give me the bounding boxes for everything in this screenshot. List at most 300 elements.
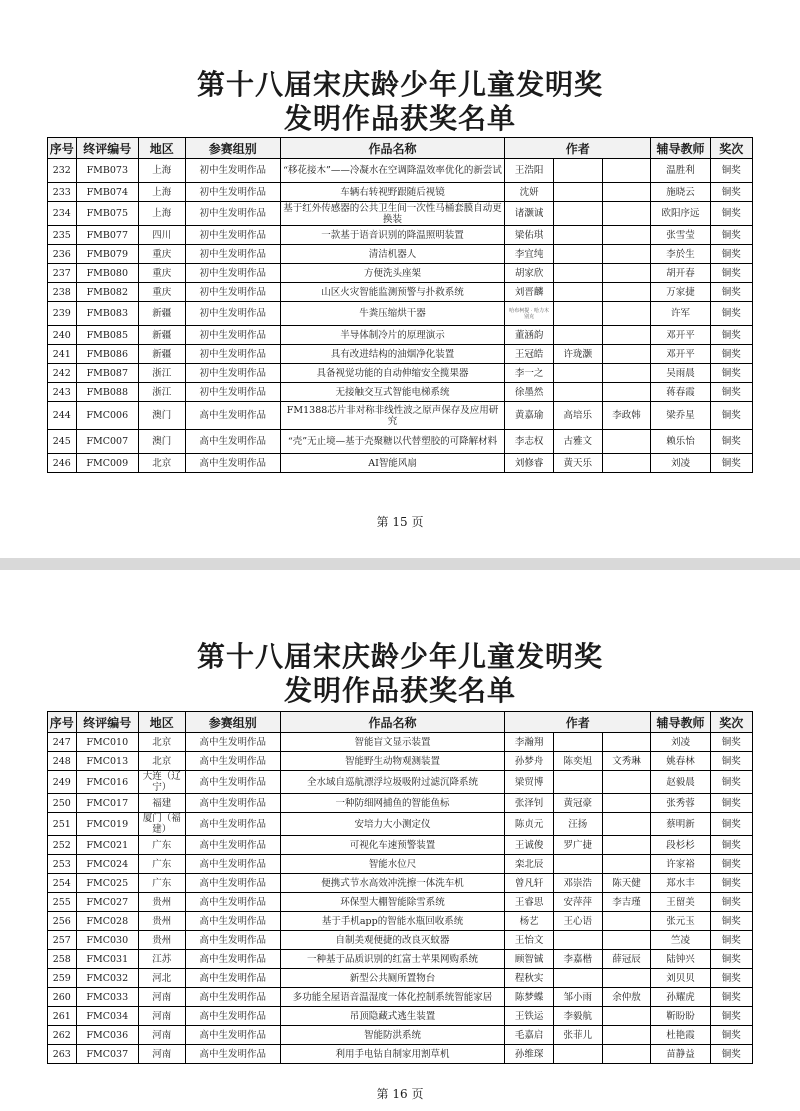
awards-table-page-16 — [47, 711, 753, 1064]
table-cell: 北京 — [139, 454, 186, 473]
table-row — [48, 183, 753, 202]
table-cell: 贵州 — [139, 893, 186, 912]
table-cell: FMC031 — [76, 950, 138, 969]
table-cell: FMB073 — [76, 159, 138, 183]
table-cell: 李志权 — [505, 430, 554, 454]
table-cell — [553, 302, 602, 326]
table-cell: 259 — [48, 969, 77, 988]
table-cell: 许家裕 — [651, 855, 710, 874]
table-cell: FMC032 — [76, 969, 138, 988]
table-cell: FMC007 — [76, 430, 138, 454]
table-cell: 高中生发明作品 — [185, 1007, 280, 1026]
table-cell — [602, 912, 651, 931]
table-cell: 重庆 — [139, 264, 186, 283]
column-header: 终评编号 — [76, 712, 138, 733]
table-cell: “壳”无止境—基于壳聚糖以代替塑胶的可降解材料 — [280, 430, 504, 454]
table-cell: FMC021 — [76, 836, 138, 855]
page-16-footer: 第 16 页 — [376, 1087, 424, 1101]
table-cell: 初中生发明作品 — [185, 245, 280, 264]
table-cell — [602, 1007, 651, 1026]
table-cell: 高中生发明作品 — [185, 752, 280, 771]
table-cell — [553, 733, 602, 752]
table-cell: 铜奖 — [710, 988, 752, 1007]
table-row — [48, 202, 753, 226]
table-cell: 高中生发明作品 — [185, 402, 280, 430]
table-cell — [602, 771, 651, 794]
table-row — [48, 988, 753, 1007]
table-cell: 高培乐 — [553, 402, 602, 430]
table-cell: 梁佑琪 — [505, 226, 554, 245]
table-cell — [553, 226, 602, 245]
table-cell: 汪扬 — [553, 813, 602, 836]
table-cell: 便携式节水高效冲洗擦一体洗车机 — [280, 874, 504, 893]
table-cell: 高中生发明作品 — [185, 836, 280, 855]
table-cell: 方便洗头座架 — [280, 264, 504, 283]
table-cell: 具有改进结构的油烟净化装置 — [280, 345, 504, 364]
table-cell: 初中生发明作品 — [185, 226, 280, 245]
table-cell: 张秀蓉 — [651, 794, 710, 813]
table-row — [48, 752, 753, 771]
table-cell: 铜奖 — [710, 969, 752, 988]
table-cell: 一种防细网捕鱼的智能鱼标 — [280, 794, 504, 813]
table-cell: 黄天乐 — [553, 454, 602, 473]
table-cell: 高中生发明作品 — [185, 855, 280, 874]
table-cell: 240 — [48, 326, 77, 345]
table-cell: 姚春林 — [651, 752, 710, 771]
table-cell: 河南 — [139, 988, 186, 1007]
table-cell: 陈奕旭 — [553, 752, 602, 771]
table-cell: 河南 — [139, 1026, 186, 1045]
table-row — [48, 383, 753, 402]
table-cell: 铜奖 — [710, 454, 752, 473]
table-cell: 智能水位尺 — [280, 855, 504, 874]
table-cell: 河北 — [139, 969, 186, 988]
column-header: 辅导教师 — [651, 712, 710, 733]
table-cell: 重庆 — [139, 245, 186, 264]
table-cell: 249 — [48, 771, 77, 794]
table-cell: 初中生发明作品 — [185, 364, 280, 383]
table-cell — [602, 226, 651, 245]
table-cell: 263 — [48, 1045, 77, 1064]
table-cell: 高中生发明作品 — [185, 874, 280, 893]
table-cell: 高中生发明作品 — [185, 931, 280, 950]
table-row — [48, 345, 753, 364]
table-row — [48, 836, 753, 855]
table-cell: 王铁运 — [505, 1007, 554, 1026]
table-cell — [602, 430, 651, 454]
table-cell: 李於生 — [651, 245, 710, 264]
table-cell: 梁乔星 — [651, 402, 710, 430]
table-cell: 半导体制冷片的原理演示 — [280, 326, 504, 345]
table-cell: 贵州 — [139, 912, 186, 931]
table-cell: 牛粪压缩烘干器 — [280, 302, 504, 326]
table-cell: 吴雨晨 — [651, 364, 710, 383]
table-cell: 高中生发明作品 — [185, 813, 280, 836]
table-row — [48, 1045, 753, 1064]
table-cell: 智能盲文显示装置 — [280, 733, 504, 752]
table-cell — [602, 364, 651, 383]
table-cell: 竺凌 — [651, 931, 710, 950]
awards-table-page-15 — [47, 137, 753, 473]
table-cell: 靳盼盼 — [651, 1007, 710, 1026]
table-cell: 高中生发明作品 — [185, 733, 280, 752]
column-header: 参赛组别 — [185, 138, 280, 159]
table-row — [48, 893, 753, 912]
table-cell: FMC025 — [76, 874, 138, 893]
table-cell: 山区火灾智能监测预警与扑救系统 — [280, 283, 504, 302]
table-row — [48, 733, 753, 752]
table-cell: FMB080 — [76, 264, 138, 283]
table-cell: 梁贸博 — [505, 771, 554, 794]
table-cell: 北京 — [139, 733, 186, 752]
table-row — [48, 771, 753, 794]
table-row — [48, 454, 753, 473]
column-header: 参赛组别 — [185, 712, 280, 733]
table-cell: 新疆 — [139, 345, 186, 364]
table-row — [48, 364, 753, 383]
table-cell — [602, 183, 651, 202]
table-cell: 孙维琛 — [505, 1045, 554, 1064]
table-cell: 铜奖 — [710, 283, 752, 302]
table-cell: 徐墨然 — [505, 383, 554, 402]
table-cell: 铜奖 — [710, 794, 752, 813]
table-cell: FMC006 — [76, 402, 138, 430]
table-row — [48, 402, 753, 430]
table-cell: 浙江 — [139, 383, 186, 402]
table-cell: 初中生发明作品 — [185, 302, 280, 326]
table-cell: 铜奖 — [710, 771, 752, 794]
table-cell: FMC009 — [76, 454, 138, 473]
table-cell: 一款基于语音识别的降温照明装置 — [280, 226, 504, 245]
page-15-footer: 第 15 页 — [376, 515, 424, 529]
table-cell: 广东 — [139, 855, 186, 874]
table-cell: 陈天健 — [602, 874, 651, 893]
table-cell: 李嘉楷 — [553, 950, 602, 969]
table-cell: 邓开平 — [651, 345, 710, 364]
table-cell: 吊顶隐藏式逃生装置 — [280, 1007, 504, 1026]
table-cell: 董涵韵 — [505, 326, 554, 345]
table-cell: 高中生发明作品 — [185, 1045, 280, 1064]
table-cell — [602, 454, 651, 473]
table-cell: FMB077 — [76, 226, 138, 245]
table-cell: 高中生发明作品 — [185, 771, 280, 794]
table-cell — [553, 364, 602, 383]
table-cell: 239 — [48, 302, 77, 326]
table-cell: 万家捷 — [651, 283, 710, 302]
table-cell: 澳门 — [139, 430, 186, 454]
table-cell: 上海 — [139, 159, 186, 183]
table-cell: FMB079 — [76, 245, 138, 264]
table-cell: 王浩阳 — [505, 159, 554, 183]
table-cell: 哈布柯提 · 哈力木别克 — [505, 302, 554, 326]
table-cell — [602, 855, 651, 874]
table-cell: 242 — [48, 364, 77, 383]
table-cell: 施晓云 — [651, 183, 710, 202]
table-cell — [602, 159, 651, 183]
table-row — [48, 855, 753, 874]
table-cell — [553, 264, 602, 283]
column-header: 地区 — [139, 712, 186, 733]
table-cell: 欧阳序远 — [651, 202, 710, 226]
table-cell: 260 — [48, 988, 77, 1007]
table-cell: 241 — [48, 345, 77, 364]
table-cell: 初中生发明作品 — [185, 345, 280, 364]
table-cell: 铜奖 — [710, 245, 752, 264]
table-cell: 铜奖 — [710, 836, 752, 855]
table-cell: 程秋实 — [505, 969, 554, 988]
table-cell: 可视化车速预警装置 — [280, 836, 504, 855]
table-cell: 新型公共厕所置物台 — [280, 969, 504, 988]
table-cell: 智能野生动物观测装置 — [280, 752, 504, 771]
table-cell — [602, 931, 651, 950]
table-cell: 苗静益 — [651, 1045, 710, 1064]
table-cell: 铜奖 — [710, 364, 752, 383]
table-cell: 255 — [48, 893, 77, 912]
table-header-row — [48, 138, 753, 159]
table-cell: 247 — [48, 733, 77, 752]
table-cell: 上海 — [139, 202, 186, 226]
table-row — [48, 226, 753, 245]
table-cell: 安萍萍 — [553, 893, 602, 912]
page-15-title — [0, 68, 800, 136]
table-cell: 铜奖 — [710, 430, 752, 454]
table-cell — [553, 931, 602, 950]
table-cell: 252 — [48, 836, 77, 855]
table-cell: 毛嘉启 — [505, 1026, 554, 1045]
table-cell: FMC027 — [76, 893, 138, 912]
table-cell: 初中生发明作品 — [185, 383, 280, 402]
table-row — [48, 283, 753, 302]
table-cell: 基于手机app的智能水瓶回收系统 — [280, 912, 504, 931]
table-cell — [602, 794, 651, 813]
table-cell: 253 — [48, 855, 77, 874]
table-cell — [553, 245, 602, 264]
table-row — [48, 326, 753, 345]
table-cell: 铜奖 — [710, 226, 752, 245]
table-cell: 北京 — [139, 752, 186, 771]
table-cell: 河南 — [139, 1045, 186, 1064]
table-cell: 铜奖 — [710, 202, 752, 226]
table-cell: 赖乐怡 — [651, 430, 710, 454]
table-cell — [553, 326, 602, 345]
table-cell: 高中生发明作品 — [185, 1026, 280, 1045]
table-cell: 高中生发明作品 — [185, 912, 280, 931]
column-header: 终评编号 — [76, 138, 138, 159]
table-cell: FMC017 — [76, 794, 138, 813]
table-cell: FMB087 — [76, 364, 138, 383]
table-cell: 初中生发明作品 — [185, 202, 280, 226]
table-cell: 诸灏诚 — [505, 202, 554, 226]
page-15-title-line1: 第十八届宋庆龄少年儿童发明奖 — [196, 68, 603, 101]
table-cell: FMB083 — [76, 302, 138, 326]
table-cell: 246 — [48, 454, 77, 473]
table-cell — [553, 771, 602, 794]
table-cell: FMC016 — [76, 771, 138, 794]
table-cell: 上海 — [139, 183, 186, 202]
table-cell: 重庆 — [139, 283, 186, 302]
table-cell: 环保型大棚智能除雪系统 — [280, 893, 504, 912]
table-cell: 清洁机器人 — [280, 245, 504, 264]
table-cell: 铜奖 — [710, 326, 752, 345]
table-cell: 邓崇浩 — [553, 874, 602, 893]
table-cell — [553, 1045, 602, 1064]
table-cell: FMB082 — [76, 283, 138, 302]
table-row — [48, 159, 753, 183]
table-cell — [602, 733, 651, 752]
page-15-title-line2: 发明作品获奖名单 — [283, 102, 516, 135]
table-row — [48, 931, 753, 950]
table-cell: 铜奖 — [710, 159, 752, 183]
table-cell: 张菲儿 — [553, 1026, 602, 1045]
table-cell: 赵毅晨 — [651, 771, 710, 794]
table-cell — [553, 202, 602, 226]
table-cell: 曾凡轩 — [505, 874, 554, 893]
table-cell: 254 — [48, 874, 77, 893]
table-cell — [602, 383, 651, 402]
table-cell: 257 — [48, 931, 77, 950]
table-cell: 余仲敖 — [602, 988, 651, 1007]
table-cell: 王留美 — [651, 893, 710, 912]
table-cell: 王诚俊 — [505, 836, 554, 855]
table-cell: 自制美观便捷的改良灭蚊器 — [280, 931, 504, 950]
table-cell — [553, 383, 602, 402]
table-cell — [553, 855, 602, 874]
table-cell — [602, 283, 651, 302]
table-cell: 孙梦舟 — [505, 752, 554, 771]
table-cell: FMC037 — [76, 1045, 138, 1064]
table-cell: 张雪莹 — [651, 226, 710, 245]
table-cell: 新疆 — [139, 302, 186, 326]
table-cell: 250 — [48, 794, 77, 813]
table-cell — [553, 969, 602, 988]
table-cell: 顾智铖 — [505, 950, 554, 969]
table-cell: 广东 — [139, 836, 186, 855]
table-row — [48, 245, 753, 264]
table-cell: 铜奖 — [710, 893, 752, 912]
table-cell: 234 — [48, 202, 77, 226]
table-cell: 大连（辽宁） — [139, 771, 186, 794]
table-cell: FMB086 — [76, 345, 138, 364]
table-cell: 罗广捷 — [553, 836, 602, 855]
table-cell: 铜奖 — [710, 402, 752, 430]
table-cell: 安培力大小测定仪 — [280, 813, 504, 836]
table-cell: 车辆右转视野跟随后视镜 — [280, 183, 504, 202]
table-cell: 铜奖 — [710, 183, 752, 202]
table-cell: 李毅航 — [553, 1007, 602, 1026]
table-cell: 刘贝贝 — [651, 969, 710, 988]
table-cell: 多功能全屋语音温湿度一体化控制系统智能家居 — [280, 988, 504, 1007]
table-cell: 蒋春霞 — [651, 383, 710, 402]
table-cell — [602, 245, 651, 264]
page-16-title-line2: 发明作品获奖名单 — [283, 674, 516, 707]
table-cell: 陆钟兴 — [651, 950, 710, 969]
table-cell: 胡开春 — [651, 264, 710, 283]
table-cell: FMC028 — [76, 912, 138, 931]
table-row — [48, 813, 753, 836]
table-cell: 栾北辰 — [505, 855, 554, 874]
table-cell — [602, 326, 651, 345]
table-cell — [602, 813, 651, 836]
table-cell: 初中生发明作品 — [185, 283, 280, 302]
table-cell: 黄嘉瑜 — [505, 402, 554, 430]
table-cell: 243 — [48, 383, 77, 402]
column-header: 奖次 — [710, 138, 752, 159]
table-cell — [602, 264, 651, 283]
table-cell: FMB075 — [76, 202, 138, 226]
table-cell: 铜奖 — [710, 874, 752, 893]
table-cell: FMC013 — [76, 752, 138, 771]
table-cell: FMC024 — [76, 855, 138, 874]
table-row — [48, 1007, 753, 1026]
table-cell: 刘晋麟 — [505, 283, 554, 302]
table-cell: 铜奖 — [710, 950, 752, 969]
table-cell — [602, 969, 651, 988]
table-cell: 铜奖 — [710, 345, 752, 364]
table-row — [48, 912, 753, 931]
table-cell: FMC030 — [76, 931, 138, 950]
table-cell: 厦门（福建） — [139, 813, 186, 836]
table-cell: FMB074 — [76, 183, 138, 202]
table-cell: 薛冠辰 — [602, 950, 651, 969]
column-header: 辅导教师 — [651, 138, 710, 159]
table-cell: 235 — [48, 226, 77, 245]
column-header: 作品名称 — [280, 712, 504, 733]
column-header: 地区 — [139, 138, 186, 159]
table-cell: 王怡文 — [505, 931, 554, 950]
table-cell: 新疆 — [139, 326, 186, 345]
table-cell: 黄冠豪 — [553, 794, 602, 813]
table-cell: FMC010 — [76, 733, 138, 752]
table-cell: 251 — [48, 813, 77, 836]
table-cell: 刘修睿 — [505, 454, 554, 473]
table-row — [48, 794, 753, 813]
table-cell: FMC034 — [76, 1007, 138, 1026]
column-header: 作者 — [505, 138, 651, 159]
table-cell: 高中生发明作品 — [185, 430, 280, 454]
page-16-title-line1: 第十八届宋庆龄少年儿童发明奖 — [196, 640, 603, 673]
table-cell: 244 — [48, 402, 77, 430]
table-cell: 蔡明新 — [651, 813, 710, 836]
table-cell: 铜奖 — [710, 855, 752, 874]
table-cell: 铜奖 — [710, 752, 752, 771]
table-cell: 铜奖 — [710, 733, 752, 752]
table-cell: 杨艺 — [505, 912, 554, 931]
table-cell: “移花接木”——冷凝水在空调降温效率优化的新尝试 — [280, 159, 504, 183]
table-cell — [602, 1026, 651, 1045]
table-cell: 广东 — [139, 874, 186, 893]
table-cell: 段杉杉 — [651, 836, 710, 855]
table-cell: 邓开平 — [651, 326, 710, 345]
page-16-title — [0, 640, 800, 708]
table-cell: 贵州 — [139, 931, 186, 950]
table-cell: 王冠皓 — [505, 345, 554, 364]
table-cell: 262 — [48, 1026, 77, 1045]
table-cell: 李一之 — [505, 364, 554, 383]
table-cell: AI智能风扇 — [280, 454, 504, 473]
table-cell: 邹小雨 — [553, 988, 602, 1007]
table-cell: 高中生发明作品 — [185, 969, 280, 988]
table-cell: 铜奖 — [710, 264, 752, 283]
table-cell: 李政韩 — [602, 402, 651, 430]
table-cell: 江苏 — [139, 950, 186, 969]
table-cell: 李瀚翔 — [505, 733, 554, 752]
table-cell: 铜奖 — [710, 813, 752, 836]
table-cell: 高中生发明作品 — [185, 454, 280, 473]
table-cell — [602, 1045, 651, 1064]
table-cell: 铜奖 — [710, 383, 752, 402]
table-cell: 237 — [48, 264, 77, 283]
table-cell: 刘凌 — [651, 454, 710, 473]
